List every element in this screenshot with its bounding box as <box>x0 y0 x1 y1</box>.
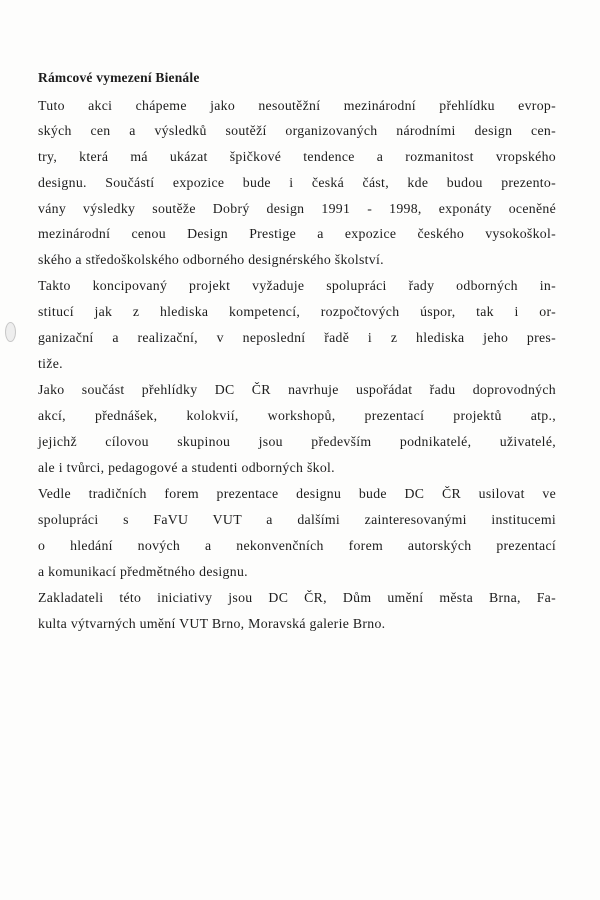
paragraph-line: vány výsledky soutěže Dobrý design 1991 - 1998, exponáty oceněné <box>38 201 556 216</box>
paragraph-line: Zakladateli této iniciativy jsou DC ČR, Dům umění města Brna, Fa- <box>38 590 556 605</box>
paragraph-line: Takto koncipovaný projekt vyžaduje spolupráci řady odborných in- <box>38 278 556 293</box>
paragraph-line: designu. Součástí expozice bude i česká část, kde budou prezento- <box>38 175 556 190</box>
scan-artifact <box>5 322 16 342</box>
paragraph-line: stitucí jak z hlediska kompetencí, rozpočtových úspor, tak i or- <box>38 304 556 319</box>
paragraph-line: ských cen a výsledků soutěží organizovaných národními design cen- <box>38 123 556 138</box>
document-title: Rámcové vymezení Bienále <box>38 70 200 85</box>
paragraph-line: ského a středoškolského odborného designérského školství. <box>38 252 384 267</box>
paragraph-line: Vedle tradičních forem prezentace designu bude DC ČR usilovat ve <box>38 486 556 501</box>
paragraph-line: mezinárodní cenou Design Prestige a expozice českého vysokoškol- <box>38 226 556 241</box>
paragraph-line: akcí, přednášek, kolokvií, workshopů, prezentací projektů atp., <box>38 408 556 423</box>
paragraph-line: Tuto akci chápeme jako nesoutěžní mezinárodní přehlídku evrop- <box>38 98 556 113</box>
paragraph-line: o hledání nových a nekonvenčních forem autorských prezentací <box>38 538 556 553</box>
paragraph-line: spolupráci s FaVU VUT a dalšími zainteresovanými institucemi <box>38 512 556 527</box>
paragraph-line: ale i tvůrci, pedagogové a studenti odborných škol. <box>38 460 335 475</box>
paragraph-line: a komunikací předmětného designu. <box>38 564 248 579</box>
paragraph-line: kulta výtvarných umění VUT Brno, Moravská galerie Brno. <box>38 616 386 631</box>
paragraph-line: ganizační a realizační, v neposlední řadě i z hlediska jeho pres- <box>38 330 556 345</box>
paragraph-line: tiže. <box>38 356 63 371</box>
paragraph-line: Jako součást přehlídky DC ČR navrhuje uspořádat řadu doprovodných <box>38 382 556 397</box>
paragraph-line: try, která má ukázat špičkové tendence a rozmanitost vropského <box>38 149 556 164</box>
paragraph-line: jejichž cílovou skupinou jsou především podnikatelé, uživatelé, <box>38 434 556 449</box>
